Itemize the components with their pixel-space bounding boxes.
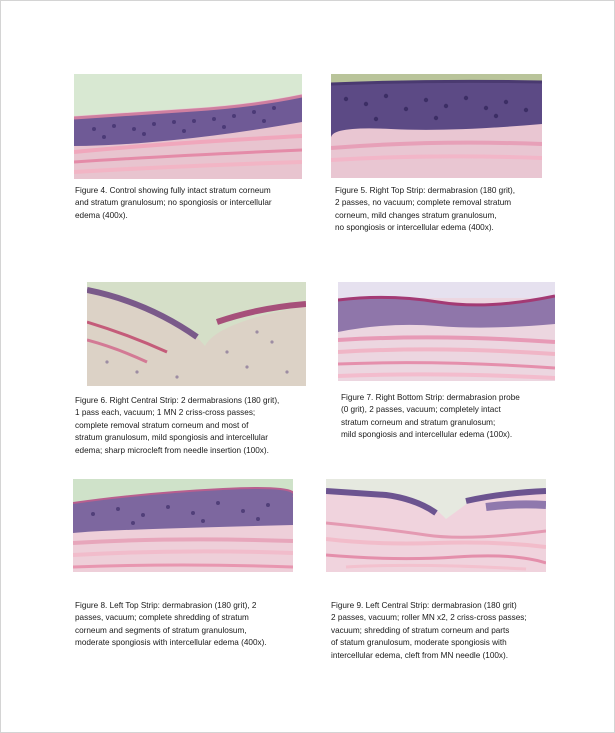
figure-4-caption: Figure 4. Control showing fully intact stratum corneum and stratum granulosum; no spongiosis or intercellular edema (400x). [75, 186, 272, 220]
figure-5-micrograph [331, 74, 542, 178]
figure-7-micrograph [338, 282, 555, 381]
figure-5-caption: Figure 5. Right Top Strip: dermabrasion (180 grit), 2 passes, no vacuum; complete removal stratum corneum, mild changes stratum granulosum, no spongiosis or intercellular edema (400x). [335, 186, 516, 233]
figure-4-micrograph [74, 74, 302, 179]
figure-8-micrograph [73, 479, 293, 572]
figure-6-micrograph [87, 282, 306, 386]
figure-6-caption: Figure 6. Right Central Strip: 2 dermabrasions (180 grit), 1 pass each, vacuum; 1 MN 2 criss-cross passes; complete removal stratum corneum and most of stratum granulosum, mild spongiosis and intercellular edema; sharp microcleft from needle insertion (100x). [75, 396, 280, 455]
figure-9-micrograph [326, 479, 546, 572]
figure-7-caption: Figure 7. Right Bottom Strip: dermabrasion probe (0 grit), 2 passes, vacuum; completely intact stratum corneum and stratum granulosum; mild spongiosis and intercellular edema (100x). [341, 393, 520, 440]
figure-9-caption: Figure 9. Left Central Strip: dermabrasion (180 grit) 2 passes, vacuum; roller MN x2, 2 criss-cross passes; vacuum; shredding of stratum corneum and parts of statum granulosum, moderate spongiosis with intercellular edema, cleft from MN needle (100x). [331, 601, 527, 660]
figure-8-caption: Figure 8. Left Top Strip: dermabrasion (180 grit), 2 passes, vacuum; complete shredding of stratum corneum and segments of stratum granulosum, moderate spongiosis with intercellular edema (400x). [75, 601, 267, 648]
